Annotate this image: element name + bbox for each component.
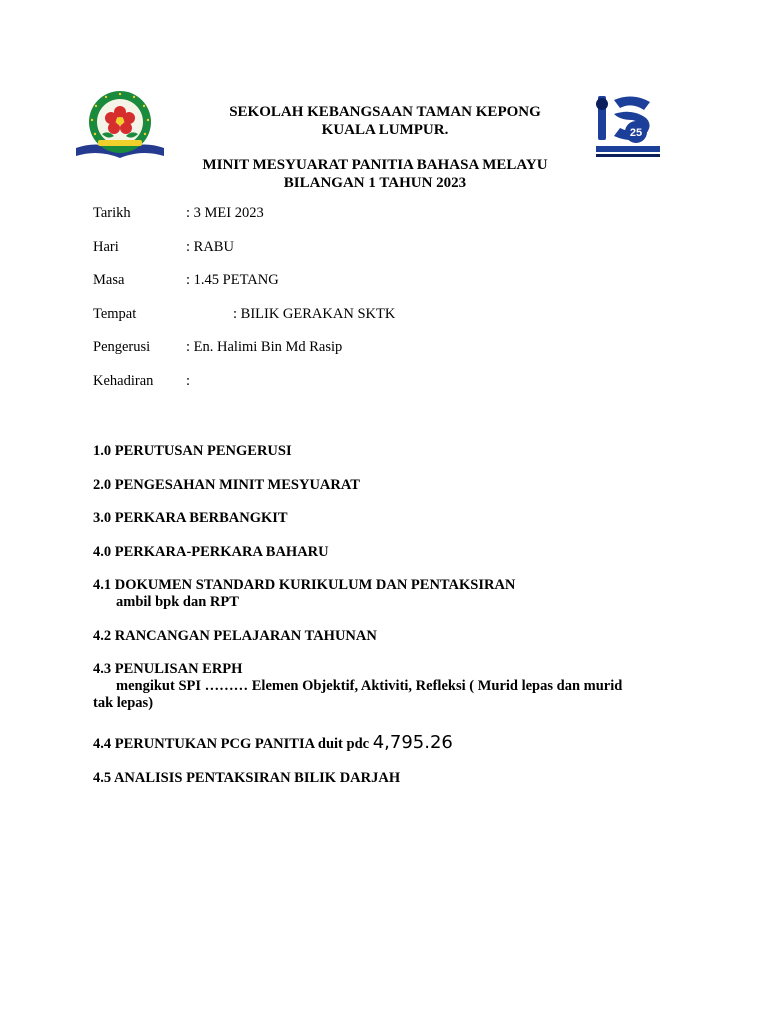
agenda-item [93, 510, 673, 527]
agenda-title: 2.0 PENGESAHAN MINIT MESYUARAT [93, 476, 360, 493]
info-label: Hari [93, 238, 119, 255]
agenda-title: 4.3 PENULISAN ERPH [93, 661, 243, 677]
education-25-logo-icon [592, 90, 664, 162]
agenda-detail-continued: tak lepas) [93, 695, 154, 711]
agenda-title: 4.2 RANCANGAN PELAJARAN TAHUNAN [93, 627, 377, 644]
info-value: : [186, 372, 191, 389]
meeting-title: MINIT MESYUARAT PANITIA BAHASA MELAYU [202, 157, 548, 173]
info-label: Tempat [93, 305, 137, 322]
info-value: : En. Halimi Bin Md Rasip [186, 339, 343, 355]
agenda-item [93, 661, 673, 712]
agenda-detail: ambil bpk dan RPT [116, 594, 239, 610]
agenda-item [93, 544, 673, 561]
svg-text:25: 25 [629, 127, 643, 139]
meeting-number: BILANGAN 1 TAHUN 2023 [283, 175, 467, 191]
agenda-title: 1.0 PERUTUSAN PENGERUSI [93, 443, 292, 459]
agenda-item [93, 734, 673, 753]
agenda-detail: mengikut SPI ……… Elemen Objektif, Aktiviti, Refleksi ( Murid lepas dan murid [116, 678, 623, 694]
info-value: : 1.45 PETANG [186, 272, 279, 288]
info-label: Masa [93, 272, 125, 288]
agenda-title: 4.1 DOKUMEN STANDARD KURIKULUM DAN PENTAKSIRAN [93, 577, 516, 593]
agenda-list [93, 443, 673, 803]
agenda-title: 4.4 PERUNTUKAN PCG PANITIA duit pdc [93, 736, 370, 752]
info-value: : RABU [186, 238, 234, 255]
agenda-title: 4.5 ANALISIS PENTAKSIRAN BILIK DARJAH [93, 769, 401, 786]
info-value: : BILIK GERAKAN SKTK [233, 305, 396, 322]
info-label: Pengerusi [93, 339, 151, 355]
allocation-amount: 4,795.26 [372, 732, 453, 753]
agenda-title: 3.0 PERKARA BERBANGKIT [93, 510, 288, 526]
school-crest-icon [72, 86, 168, 164]
agenda-item [93, 628, 673, 645]
agenda-item [93, 577, 673, 611]
agenda-item [93, 770, 673, 787]
agenda-item [93, 477, 673, 494]
school-name: SEKOLAH KEBANGSAAN TAMAN KEPONG [229, 104, 541, 120]
document-header [160, 103, 590, 192]
city-name: KUALA LUMPUR. [321, 122, 449, 138]
info-value: : 3 MEI 2023 [186, 205, 264, 221]
agenda-title: 4.0 PERKARA-PERKARA BAHARU [93, 543, 329, 560]
info-label: Tarikh [93, 205, 131, 221]
agenda-item [93, 443, 673, 460]
info-label: Kehadiran [93, 372, 154, 389]
